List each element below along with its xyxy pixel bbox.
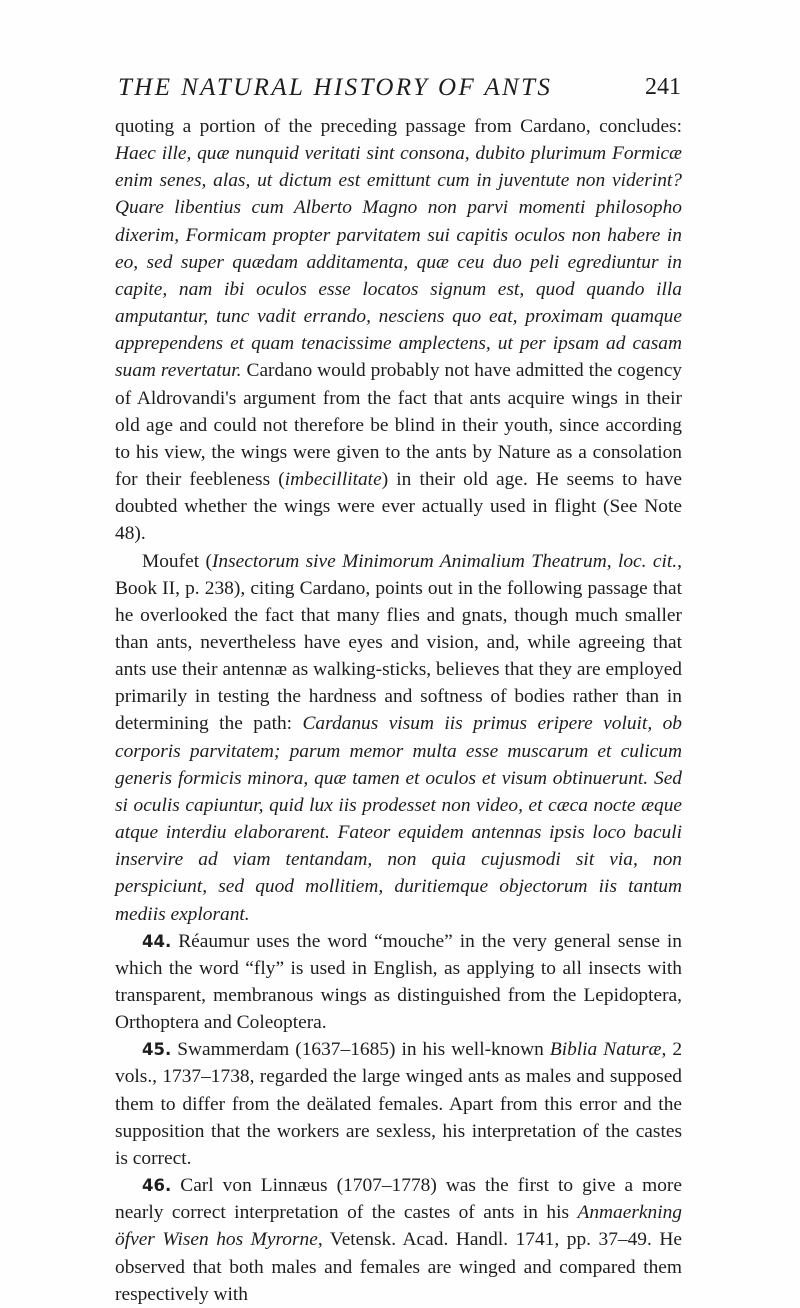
book-title: Insectorum sive Minimorum Animalium Theatrum, loc. cit. (211, 550, 678, 572)
latin-quotation: Cardanus visum iis primus eripere voluit, ob corporis parvitatem; parum memor multa esse muscarum et culicum generis formicis minora, quæ tamen et oculos et visum obtinuerunt. Sed si oculis capiuntur, quid lux iis prodesset non video, et cæca nocte æque atque interdiu elaborarent. Fateor equidem antennas ipsis loco baculi inservire ad viam tentandam, non quia cujusmodi sit via, non perspiciunt, sed quod mollitiem, duritiemque objectorum iis tantum mediis explorant. (115, 713, 682, 925)
note-46 (115, 1172, 682, 1308)
text-run: Cardano would probably not have admitted the cogency of Aldrovandi's argument from the fact that ants acquire wings in their old age and could not therefore be blind in their youth, since according to his view, the wings were given to the ants by Nature as a consolation for their feebleness ( (115, 360, 682, 491)
body-text (115, 113, 682, 1308)
text-run: ) in their old age. He seems to have doubted whether the wings were ever actually used in flight (See Note 48). (115, 469, 682, 545)
page-number: 241 (645, 74, 681, 100)
text-run: , Vetensk. Acad. Handl. 1741, pp. 37–49. He observed that both males and females are winged and compared them respectively with (115, 1229, 682, 1305)
text-run: , Book II, p. 238), citing Cardano, points out in the following passage that he overlooked the fact that many flies and gnats, though much smaller than ants, nevertheless have eyes and vision, and, while agreeing that ants use their antennæ as walking-sticks, believes that they are employed primarily in testing the hardness and softness of bodies rather than in determining the path: (115, 550, 682, 735)
text-run: Carl von Linnæus (1707–1778) was the first to give a more nearly correct interpretation of the castes of ants in his (115, 1175, 682, 1224)
text-run: Réaumur uses the word “mouche” in the very general sense in which the word “fly” is used in English, as applying to all insects with transparent, membranous wings as distinguished from the Lepidoptera, Orthoptera and Coleoptera. (115, 930, 682, 1034)
paragraph-continuation (115, 113, 682, 548)
note-number: 44. (142, 931, 172, 951)
text-run: quoting a portion of the preceding passage from Cardano, concludes: (115, 116, 682, 137)
text-run: , 2 vols., 1737–1738, regarded the large winged ants as males and supposed them to differ from the deälated females. Apart from this error and the supposition that the workers are sexless, his interpretation of the castes is correct. (115, 1039, 683, 1169)
latin-quotation: Haec ille, quæ nunquid veritati sint consona, dubito plurimum Formicæ enim senes, alas, ut dictum est emittunt cum in juventute non viderint? Quare libentius cum Alberto Magno non parvi momenti philosopho dixerim, Formicam propter parvitatem sui capitis oculos non habere in eo, sed super quædam additamenta, quæ ceu duo peli egrediuntur in capite, nam ibi oculos esse locatos signum est, quod quando illa amputantur, tunc vadit errando, nesciens quo eat, proximam quamque apprependens et quam tenacissime amplectens, ut per ipsam ad casam suam revertatur. (115, 143, 682, 382)
text-run: Swammerdam (1637–1685) in his well-known (171, 1039, 550, 1061)
italic-word: imbecillitate (284, 469, 382, 491)
running-head: THE NATURAL HISTORY OF ANTS (118, 74, 553, 101)
note-45 (115, 1036, 682, 1172)
page-header (0, 70, 800, 110)
paragraph-moufet (115, 548, 682, 928)
note-number: 45. (142, 1040, 172, 1060)
note-44 (115, 928, 682, 1037)
book-title: Biblia Naturæ (549, 1039, 662, 1061)
book-title: Anmaerkning öfver Wisen hos Myrorne (115, 1202, 682, 1251)
text-run: Moufet ( (142, 550, 212, 572)
note-number: 46. (142, 1176, 172, 1196)
